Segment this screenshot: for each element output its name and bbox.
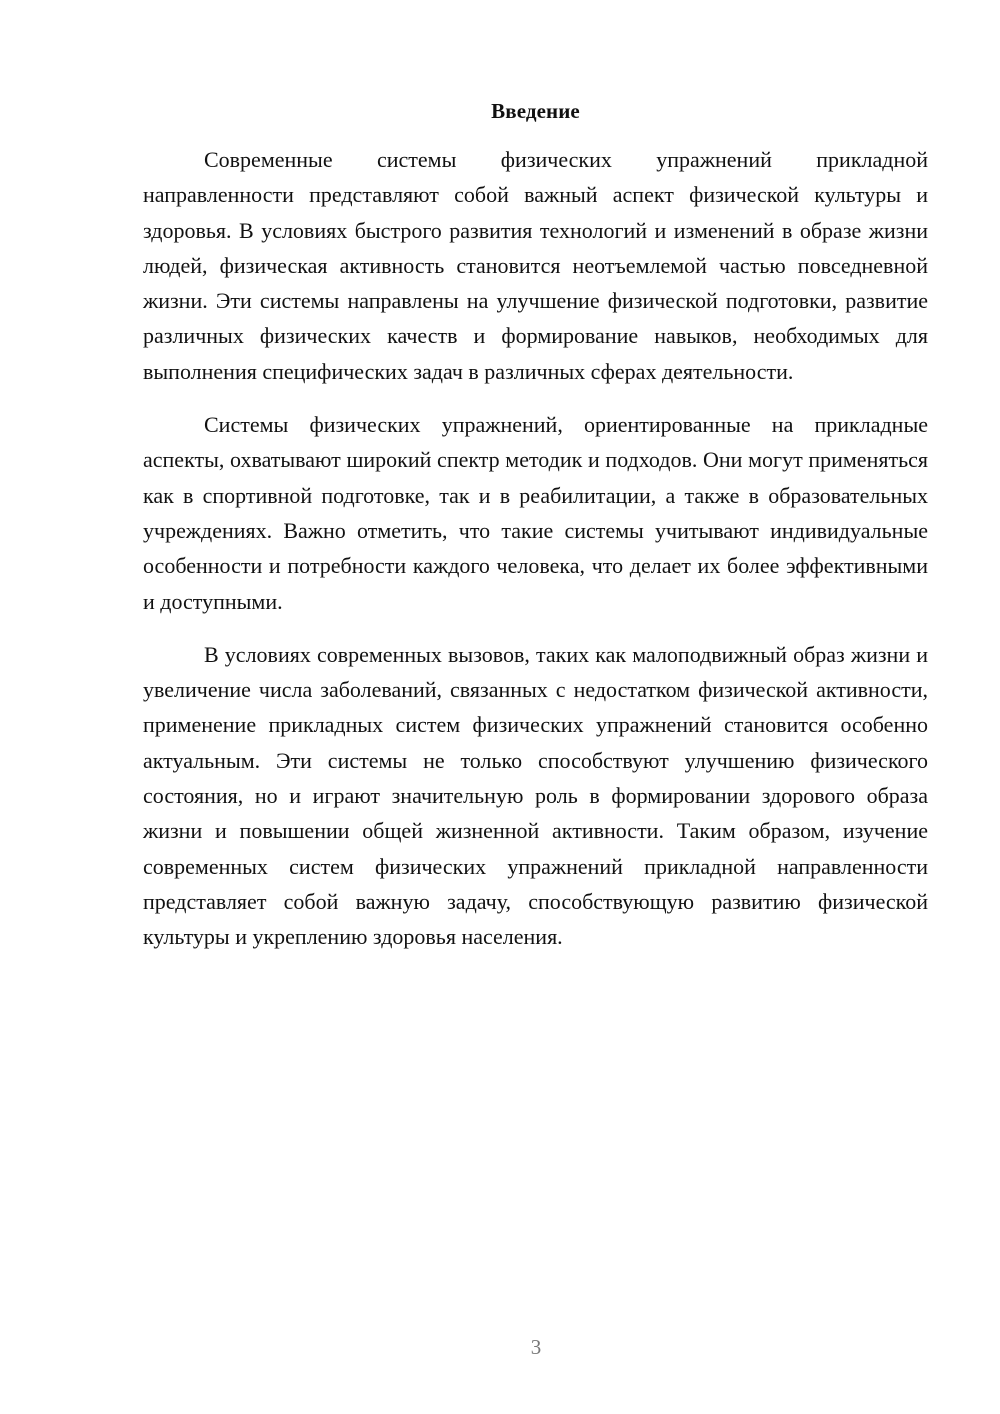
paragraph-2: Системы физических упражнений, ориентированные на прикладные аспекты, охватывают широкий спектр методик и подходов. Они могут применяться как в спортивной подготовке, так и в реабилитации, а также в образовательных учреждениях. Важно отметить, что такие системы учитывают индивидуальные особенности и потребности каждого человека, что делает их более эффективными и доступными.	[143, 412, 928, 614]
page-number: 3	[530, 1335, 542, 1359]
paragraph-3: В условиях современных вызовов, таких как малоподвижный образ жизни и увеличение числа заболеваний, связанных с недостатком физической активности, применение прикладных систем физических упражнений становится особенно актуальным. Эти системы не только способствуют улучшению физического состояния, но и играют значительную роль в формировании здорового образа жизни и повышении общей жизненной активности. Таким образом, изучение современных систем физических упражнений прикладной направленности представляет собой важную задачу, способствующую развитию физической культуры и укреплению здоровья населения.	[143, 641, 928, 950]
page-title: Введение	[491, 99, 580, 123]
page-content	[143, 95, 928, 973]
paragraph-1: Современные системы физических упражнений прикладной направленности представляют собой важный аспект физической культуры и здоровья. В условиях быстрого развития технологий и изменений в образе жизни людей, физическая активность становится неотъемлемой частью повседневной жизни. Эти системы направлены на улучшение физической подготовки, развитие различных физических качеств и формирование навыков, необходимых для выполнения специфических задач в различных сферах деятельности.	[143, 147, 928, 384]
